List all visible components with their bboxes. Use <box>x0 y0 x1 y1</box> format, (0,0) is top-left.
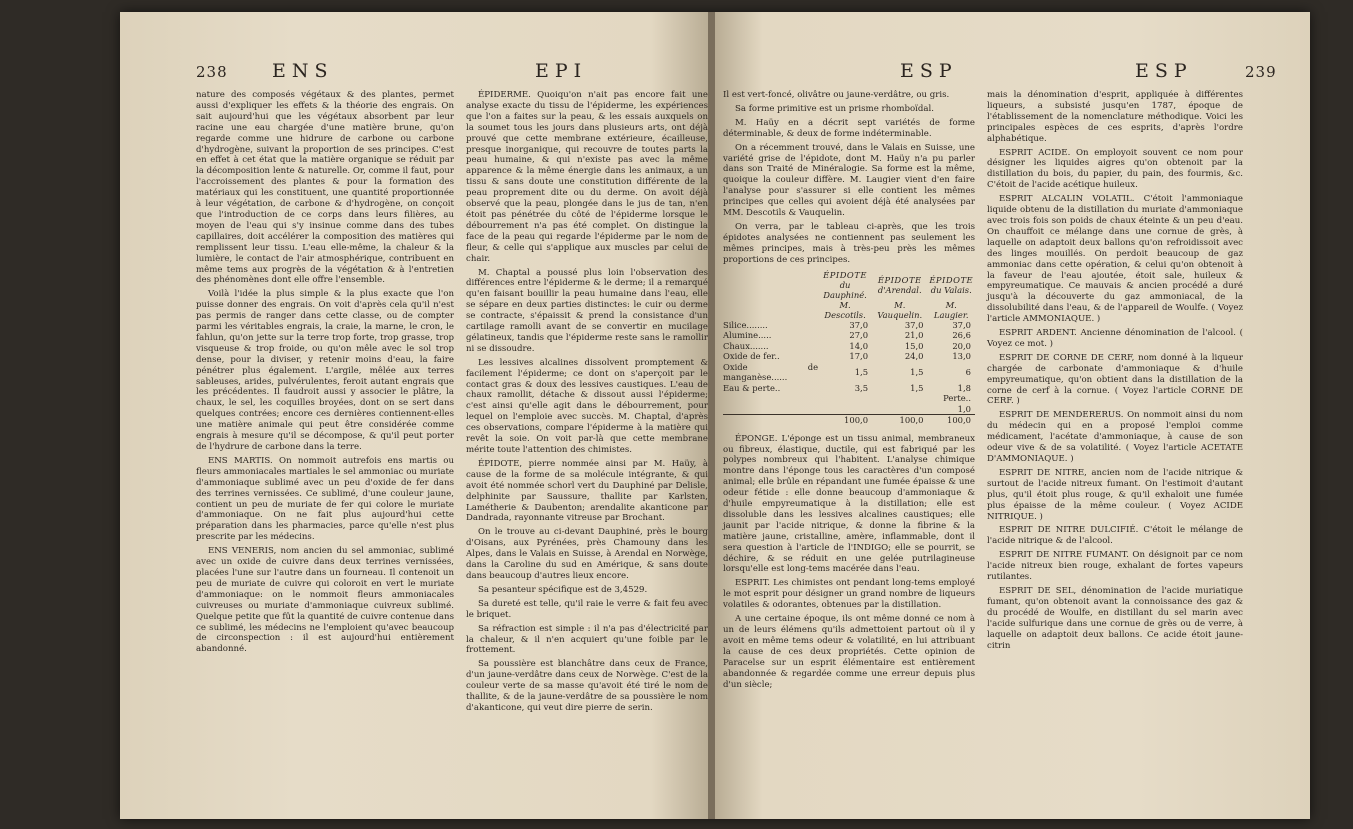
paragraph: ÉPONGE. L'éponge est un tissu animal, membraneux ou fibreux, élastique, ductile, qui est fabriqué par les polypes nombreux qui l'habitent. L'analyse chimique montre dans l'éponge tous les caractères d'un composé animal; elle brûle en répandant une fumée épaisse & une odeur fétide : elle donne beaucoup d'ammoniaque & d'huile empyreumatique à la distillation; elle est dissoluble dans les lessives alcalines caustiques; elle jaunit par l'acide nitrique, & donne la fibrine & la matière jaune, cristalline, amère, inflammable, dont il sera question à l'article de l'INDIGO; elle se pourrit, se déchire, & se réduit en une gelée putrilagineuse lorsqu'elle est long-tems macérée dans l'eau. <box>723 433 975 575</box>
paragraph: ÉPIDERME. Quoiqu'on n'ait pas encore fait une analyse exacte du tissu de l'épiderme, les expériences que l'on a faites sur la peau, & les essais auxquels on la soumet tous les jours dans plusieurs arts, ont déjà prouvé que cette membrane extérieure, écailleuse, presque inorganique, qui recouvre de toutes parts la peau humaine, & qui n'existe pas avec la même apparence & la même énergie dans les animaux, a un tissu & sans doute une constitution différente de la peau proprement dite ou du derme. On avoit déjà observé que la peau, plongée dans le jus de tan, n'en étoit pas pénétrée du côté de l'épiderme lorsque le débourrement n'a pas été complet. On distingue la face de la peau qui regarde l'épiderme par le nom de fleur, & celle qui s'applique aux muscles par celui de chair. <box>466 90 708 264</box>
paragraph: Sa poussière est blanchâtre dans ceux de France, d'un jaune-verdâtre dans ceux de Norwège. C'est de la couleur verte de sa masse qu'avoit été tiré le nom de thallite, & de la jaune-verdâtre de sa poussière le nom d'akanticone, qui veut dire pierre de serin. <box>466 659 708 713</box>
table-total-row <box>723 415 975 426</box>
paragraph: On verra, par le tableau ci-après, que les trois épidotes analysées ne contiennent pas seulement les mêmes principes, mais à très-peu près les mêmes proportions de ces principes. <box>723 221 975 265</box>
paragraph: Sa forme primitive est un prisme rhomboïdal. <box>735 103 935 114</box>
table-cell: 15,0 <box>904 340 924 351</box>
table-cell <box>723 393 818 415</box>
table-cell <box>818 393 872 415</box>
table-cell <box>723 415 818 426</box>
paragraph: ESPRIT DE CORNE DE CERF, nom donné à la liqueur chargée de carbonate d'ammoniaque & d'huile empyreumatique, qu'on obtient dans la distillation de la corne de cerf à la cornue. ( Voyez l'article CORNE DE CERF. ) <box>987 352 1243 407</box>
table-cell: 27,0 <box>849 330 869 341</box>
table-header-cell: ÉPIDOTE du Dauphiné. <box>823 269 867 300</box>
paragraph: A une certaine époque, ils ont même donné ce nom à un de leurs élémens qu'ils admettoient partout où il y avoit en même tems odeur & volatilité, en lui attribuant la cause de ces deux propriétés. Cette opinion de Paracelse sur un esprit élémentaire est entièrement abandonnée & regardée comme une erreur depuis plus d'un siècle; <box>723 614 975 690</box>
paragraph: ESPRIT ARDENT. Ancienne dénomination de l'alcool. ( Voyez ce mot. ) <box>987 328 1243 349</box>
table-row <box>723 393 975 415</box>
paragraph: M. Haüy en a décrit sept variétés de forme déterminable, & deux de forme indéterminable. <box>723 117 975 139</box>
table-row <box>723 341 975 352</box>
table-cell: Alumine..... <box>723 330 772 341</box>
paragraph: ESPRIT DE NITRE FUMANT. On désignoit par ce nom l'acide nitreux bien rouge, exhalant de fortes vapeurs rutilantes. <box>987 550 1243 583</box>
left-page-header <box>120 60 710 82</box>
table-cell: Chaux....... <box>723 340 769 351</box>
table-cell: 3,5 <box>854 382 869 393</box>
table-cell <box>872 393 927 415</box>
paragraph: Sa réfraction est simple : il n'a pas d'électricité par la chaleur, & il n'en acquiert qu'une foible par le frottement. <box>466 623 708 656</box>
table-cell: 100,0 <box>818 415 872 426</box>
table-header-cell <box>723 270 818 300</box>
paragraph: ESPRIT DE SEL, dénomination de l'acide muriatique fumant, qu'on obtenoit avant la connoissance des gaz & du procédé de Woulfe, en distillant du sel marin avec l'acide sulfurique dans une cornue de grès ou de verre, à laquelle on adaptoit deux ballons. Ce acide étoit jaune-citrin <box>987 585 1243 651</box>
paragraph: ESPRIT ACIDE. On employoit souvent ce nom pour désigner les liquides aigres qu'on obtenoit par la distillation du bois, du papier, du pain, des fourmis, &c. C'étoit de l'acide acétique huileux. <box>987 147 1243 191</box>
left-page-number: 238 <box>196 63 228 81</box>
table-header-row <box>723 270 975 300</box>
table-cell: 20,0 <box>952 340 971 351</box>
left-header-right: EPI <box>535 60 588 82</box>
paragraph: ESPRIT DE MENDERERUS. On nommoit ainsi du nom du médecin qui en a proposé l'emploi comme médicament, l'acétate d'ammoniaque, à cause de son odeur vive & de sa volatilité. ( Voyez l'article ACETATE D'AMMONIAQUE. ) <box>987 410 1243 464</box>
right-header-right: ESP <box>1135 60 1193 82</box>
table-row <box>723 351 975 362</box>
table-cell: 24,0 <box>904 351 924 362</box>
table-cell: 37,0 <box>952 319 971 330</box>
table-cell <box>723 300 818 320</box>
table-cell: 1,5 <box>910 382 924 393</box>
table-cell: 26,6 <box>952 330 971 341</box>
paragraph: ESPRIT ALCALIN VOLATIL. C'étoit l'ammoniaque liquide obtenu de la distillation du muriate d'ammoniaque avec trois fois son poids de chaux éteinte & un peu d'eau. On chauffoit ce mélange dans une cornue de grès, à laquelle on adaptoit deux ballons qu'on refroidissoit avec des linges mouillés. On perdoit beaucoup de gaz ammoniac dans cette opération, & celui qu'on obtenoit à la faveur de l'eau ajoutée, étoit sale, huileux & empyreumatique. Ce mauvais & ancien procédé a duré jusqu'à la découverte du gaz ammoniacal, de la dissolubilité dans l'eau, & de l'appareil de Woulfe. ( Voyez l'article AMMONIAQUE. ) <box>987 194 1243 325</box>
table-cell: Oxide de manganèse...... <box>723 361 819 383</box>
table-author-row <box>723 300 975 320</box>
table-cell: Eau & perte.. <box>723 382 781 393</box>
table-cell: 1,5 <box>854 366 869 377</box>
right-page-column-1 <box>723 90 975 693</box>
paragraph: ENS MARTIS. On nommoit autrefois ens martis ou fleurs ammoniacales martiales le sel ammoniac ou muriate d'ammoniaque sublimé avec un peu d'oxide de fer dans des terrines vernissées. Ce sublimé, d'une couleur jaune, contient un peu de muriate de fer qui colore le muriate d'ammoniaque. On ne fait plus aujourd'hui cette préparation dans les pharmacies, parce qu'elle n'est plus prescrite par les médecins. <box>196 455 454 543</box>
table-cell: Perte.. 1,0 <box>943 393 971 414</box>
right-page <box>715 12 1310 819</box>
right-page-header <box>715 60 1310 82</box>
paragraph: nature des composés végétaux & des plantes, permet aussi d'expliquer les effets & la théorie des engrais. On sait aujourd'hui que les végétaux absorbent par leur racine une eau chargée d'une matière brune, qu'on regarde comme une hidrure de carbone ou carbone d'hydrogène, suivant la proportion de ses principes. C'est en effet à cet état que la matière organique se réduit par la décomposition lente & naturelle. Or, comme il faut, pour l'accroissement des plantes & pour la formation des matériaux qui les constituent, une quantité proportionnée à leur végétation, de carbone & d'hydrogène, on conçoit que l'introduction de ce corps dans leurs filières, au moyen de l'eau qui s'y insinue comme dans des tubes capillaires, doit accélérer la composition des matières qui remplissent leur tissu. L'eau elle-même, la chaleur & la lumière, le contact de l'air atmosphérique, contribuent en même tems aux progrès de la végétation & à l'entretien des phénomènes dont elle offre l'ensemble. <box>196 90 454 286</box>
table-row <box>723 330 975 341</box>
left-header-left: ENS <box>272 60 334 82</box>
table-row <box>723 383 975 394</box>
paragraph: ÉPIDOTE, pierre nommée ainsi par M. Haüy, à cause de la forme de sa molécule intégrante, & qui avoit été nommée schorl vert du Dauphiné par Delisle, delphinite par Saussure, thallite par Karlsten, Lamétherie & Daubenton; arendalite akanticone par Dandrada, rayonnante vitreuse par Brochant. <box>466 458 708 524</box>
table-cell: M. Descotils. <box>824 299 866 320</box>
epidote-analysis-table <box>723 270 975 426</box>
paragraph: Il est vert-foncé, olivâtre ou jaune-verdâtre, ou gris. <box>723 90 950 100</box>
paragraph: ESPRIT DE NITRE DULCIFIÉ. C'étoit le mélange de l'acide nitrique & de l'alcool. <box>987 525 1243 547</box>
paragraph: On a récemment trouvé, dans le Valais en Suisse, une variété grise de l'épidote, dont M. Haüy n'a pu parler dans son Traité de Minéralogie. Sa forme est la même, quoique la couleur diffère. M. Laugier vient d'en faire l'analyse pour s'assurer si elle contient les mêmes principes que celles qui avoient déjà été analysées par MM. Descotils & Vauquelin. <box>723 142 975 219</box>
table-cell: 100,0 <box>872 415 927 426</box>
table-cell: M. Vauquelin. <box>877 299 923 320</box>
table-header-cell: ÉPIDOTE d'Arendal. <box>877 274 922 295</box>
paragraph: Sa dureté est telle, qu'il raie le verre & fait feu avec le briquet. <box>466 598 708 620</box>
table-cell: 17,0 <box>849 351 869 362</box>
right-page-column-2 <box>987 90 1243 654</box>
table-cell: Oxide de fer.. <box>723 351 780 362</box>
paragraph: Voilà l'idée la plus simple & la plus exacte que l'on puisse donner des engrais. On voit d'après cela qu'il n'est pas permis de ranger dans cette classe, ou de compter parmi les véritables engrais, la craie, la marne, le cron, le fahlun, qu'on jette sur la terre trop forte, trop grasse, trop visqueuse & trop froide, ou qu'on mêle avec le sol trop dense, pour la diviser, y retenir moins d'eau, la faire pénétrer plus également. L'argile, mêlée aux terres sableuses, arides, pulvérulentes, feroit autant engrais que les précédentes. Il faudroit aussi y associer le plâtre, la chaux, le sel, les coquilles broyées, dont on se sert dans quelques contrées; encore ces dernières contiennent-elles une matière animale qui peut être considérée comme engrais à mesure qu'il se décompose, & qu'il peut porter de l'hydrure de carbone dans la terre. <box>196 289 454 452</box>
table-cell: 1,5 <box>910 366 924 377</box>
right-header-left: ESP <box>900 60 958 82</box>
open-book <box>120 12 1310 819</box>
paragraph: Les lessives alcalines dissolvent promptement & facilement l'épiderme; ce dont on s'aperçoit par le contact gras & doux des lessives caustiques. L'eau de chaux ramollit, détache & dissout aussi l'épiderme; c'est ainsi qu'elle agit dans le débourrement, pour lequel on l'emploie avec succès. M. Chaptal, d'après ces observations, compare l'épiderme à la matière qui revêt la soie. On voit par-là que cette membrane mérite toute l'attention des chimistes. <box>466 357 708 455</box>
paragraph: M. Chaptal a poussé plus loin l'observation des différences entre l'épiderme & le derme; il a remarqué qu'en faisant bouillir la peau humaine dans l'eau, elle se sépare en deux parties distinctes: le cuir ou derme se contracte, s'épaissit & prend la consistance d'un cartilage ramolli avant de se convertir en mucilage gélatineux, tandis que l'épiderme reste sans le ramollir ni se dissoudre. <box>466 267 708 354</box>
table-cell: 14,0 <box>849 340 869 351</box>
table-cell: 13,0 <box>952 351 971 362</box>
table-cell: M. Laugier. <box>933 299 969 320</box>
left-page-column-1 <box>196 90 454 658</box>
table-cell: 37,0 <box>849 319 869 330</box>
paragraph: mais la dénomination d'esprit, appliquée à différentes liqueurs, a subsisté jusqu'en 1787, époque de l'établissement de la nomenclature méthodique. Voici les principales espèces de ces esprits, d'après l'ordre alphabétique. <box>987 90 1243 144</box>
table-cell: 100,0 <box>927 415 975 426</box>
right-page-number: 239 <box>1245 63 1277 81</box>
paragraph: ESPRIT. Les chimistes ont pendant long-tems employé le mot esprit pour désigner un grand nombre de liqueurs volatiles & odorantes, obtenues par la distillation. <box>723 578 975 611</box>
table-cell: Silice........ <box>723 319 768 330</box>
paragraph: Sa pesanteur spécifique est de 3,4529. <box>478 584 648 595</box>
table-header-cell: ÉPIDOTE du Valais. <box>929 274 974 295</box>
table-cell: 37,0 <box>904 319 924 330</box>
table-row <box>723 362 975 383</box>
table-cell: 21,0 <box>904 330 924 341</box>
left-page <box>120 12 710 819</box>
paragraph: ESPRIT DE NITRE, ancien nom de l'acide nitrique & surtout de l'acide nitreux fumant. On l'estimoit d'autant plus, qu'il étoit plus rouge, & qu'il exhaloit une fumée plus épaisse de la même couleur. ( Voyez ACIDE NITRIQUE. ) <box>987 467 1243 522</box>
table-row <box>723 320 975 331</box>
paragraph: ENS VENERIS, nom ancien du sel ammoniac, sublimé avec un oxide de cuivre dans deux terrines vernissées, placées l'une sur l'autre dans un fourneau. Il contenoit un peu de muriate de cuivre qui coloroit en vert le muriate d'ammoniaque: on le nommoit fleurs ammoniacales cuivreuses ou muriate d'ammoniaque cuivreux sublimé. Quelque petite que fût la quantité de cuivre contenue dans ce sublimé, les médecins ne l'emploient qu'avec beaucoup de circonspection : il est aujourd'hui entièrement abandonné. <box>196 546 454 655</box>
table-cell: 1,8 <box>957 382 971 393</box>
table-cell: 6 <box>965 366 971 377</box>
paragraph: On le trouve au ci-devant Dauphiné, près le bourg d'Oisans, aux Pyrénées, près Chamouny dans les Alpes, dans le Valais en Suisse, à Arendal en Norwège, dans la Caroline du sud en Amérique, & sans doute dans beaucoup d'autres lieux encore. <box>466 527 708 581</box>
left-page-column-2 <box>466 90 708 717</box>
